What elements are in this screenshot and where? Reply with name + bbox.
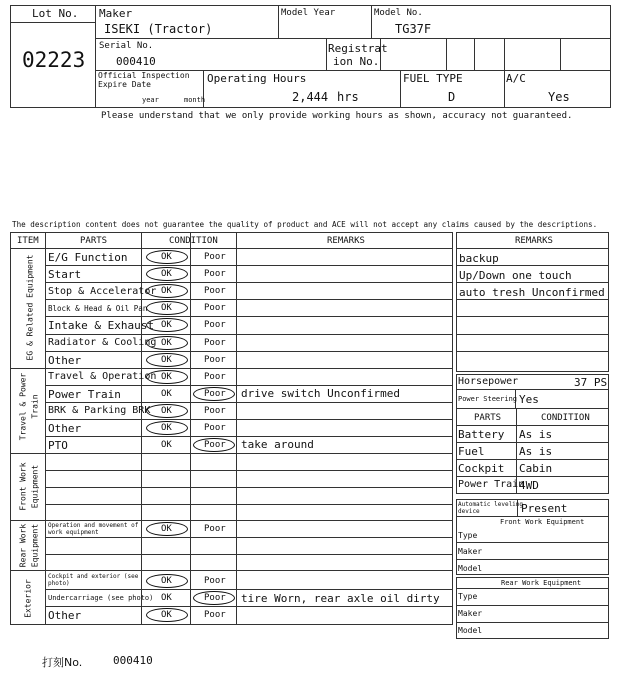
poor-label: Poor — [204, 593, 226, 603]
group-travel-power: Travel & Power — [18, 372, 28, 441]
maker-value: ISEKI (Tractor) — [104, 22, 213, 36]
stamp-value: 000410 — [113, 654, 153, 667]
rear-work-title: Rear Work Equipment — [501, 579, 582, 587]
part-power-train: Power Train — [48, 388, 121, 401]
part-eg-function: E/G Function — [48, 251, 128, 264]
part-eg-other: Other — [48, 354, 82, 367]
poor-label: Poor — [204, 576, 226, 586]
poor-label: Poor — [204, 269, 226, 279]
hours-label: Operating Hours — [207, 72, 307, 85]
cockpit-label: Cockpit — [458, 462, 505, 475]
right-remarks-header: REMARKS — [515, 236, 553, 246]
rear-maker-label: Maker — [458, 609, 483, 618]
remarks-header: REMARKS — [327, 236, 365, 246]
poor-label: Poor — [204, 406, 226, 416]
poor-label: Poor — [204, 320, 226, 330]
group-eg-related: EG & Related Equipment — [25, 254, 35, 361]
lot-label: Lot No. — [32, 7, 79, 20]
poor-label: Poor — [204, 372, 226, 382]
power-train-label: Power Train — [458, 479, 525, 490]
part-start: Start — [48, 268, 82, 281]
front-type-label: Type — [458, 531, 478, 540]
poor-label: Poor — [204, 423, 226, 433]
poor-label: Poor — [204, 440, 226, 450]
auto-leveling-value: Present — [521, 502, 568, 515]
serial-label: Serial No. — [99, 41, 154, 51]
poor-label: Poor — [204, 286, 226, 296]
hours-unit: hrs — [337, 90, 359, 104]
group-front-equipment: Equipment — [30, 464, 40, 509]
group-rear-equipment: Equipment — [30, 523, 40, 568]
right-remark-1: backup — [459, 252, 499, 265]
rear-model-label: Model — [458, 626, 483, 635]
hours-notice: Please understand that we only provide working hours as shown, accuracy not guaranteed. — [101, 111, 573, 121]
ok-label: OK — [161, 576, 172, 586]
poor-label: Poor — [204, 389, 226, 399]
ok-label: OK — [161, 593, 172, 603]
right-parts-header: PARTS — [474, 413, 502, 423]
part-radiator: Radiator & Cooling — [48, 337, 157, 348]
registration-label: Registrat — [328, 42, 388, 55]
poor-label: Poor — [204, 524, 226, 534]
fuel-condition: As is — [519, 445, 553, 458]
front-model-label: Model — [458, 564, 483, 573]
poor-label: Poor — [204, 252, 226, 262]
front-maker-label: Maker — [458, 547, 483, 556]
ok-label: OK — [161, 440, 172, 450]
parts-header: PARTS — [80, 236, 108, 246]
ac-value: Yes — [548, 90, 570, 104]
lot-number: 02223 — [22, 48, 86, 72]
right-remark-2: Up/Down one touch — [459, 269, 572, 282]
rear-type-label: Type — [458, 592, 478, 601]
month-label: month — [184, 96, 206, 104]
inspection-label: Official Inspection — [98, 71, 190, 80]
ok-label: OK — [161, 524, 172, 534]
fuel-type-label: FUEL TYPE — [403, 72, 463, 85]
ok-label: OK — [161, 286, 172, 296]
remark-pto: take around — [241, 438, 314, 451]
part-undercarriage: Undercarriage (see photo) — [48, 594, 154, 602]
fuel-label: Fuel — [458, 445, 485, 458]
remark-undercarriage: tire Worn, rear axle oil dirty — [241, 592, 440, 605]
power-train-condition: 4WD — [519, 479, 539, 492]
group-exterior: Exterior — [23, 579, 33, 618]
condition-header: CONDITION — [169, 236, 218, 246]
ac-label: A/C — [506, 72, 526, 85]
maker-label: Maker — [99, 7, 133, 20]
part-brk-parking: BRK & Parking BRK — [48, 405, 151, 416]
ok-label: OK — [161, 252, 172, 262]
group-front-work: Front Work — [18, 462, 28, 511]
ok-label: OK — [161, 372, 172, 382]
front-work-title: Front Work Equipment — [500, 518, 585, 526]
serial-value: 000410 — [116, 55, 156, 68]
part-pto: PTO — [48, 439, 68, 452]
part-block-head: Block & Head & Oil Pan — [48, 304, 148, 313]
part-exterior-other: Other — [48, 609, 82, 622]
part-cockpit-exterior: Cockpit and exterior (see photo) — [48, 573, 139, 587]
stamp-label: 打刻No. — [42, 656, 83, 669]
model-no-value: TG37F — [395, 22, 432, 36]
right-condition-header: CONDITION — [541, 413, 590, 423]
battery-label: Battery — [458, 428, 505, 441]
ok-label: OK — [161, 423, 172, 433]
ok-label: OK — [161, 320, 172, 330]
poor-label: Poor — [204, 355, 226, 365]
part-travel-other: Other — [48, 422, 82, 435]
poor-label: Poor — [204, 610, 226, 620]
ok-label: OK — [161, 406, 172, 416]
part-rear-operation: Operation and movement of work equipment — [48, 522, 139, 536]
remark-power-train: drive switch Unconfirmed — [241, 387, 400, 400]
right-remark-3: auto tresh Unconfirmed — [459, 286, 605, 299]
item-header: ITEM — [17, 236, 39, 246]
ok-label: OK — [161, 355, 172, 365]
model-year-label: Model Year — [281, 8, 336, 18]
battery-condition: As is — [519, 428, 553, 441]
cockpit-condition: Cabin — [519, 462, 553, 475]
hours-value: 2,444 — [292, 90, 329, 104]
power-steering-value: Yes — [519, 393, 539, 406]
horsepower-label: Horsepower — [458, 376, 519, 387]
model-no-label: Model No. — [374, 8, 423, 18]
ok-label: OK — [161, 303, 172, 313]
ok-label: OK — [161, 338, 172, 348]
part-travel-operation: Travel & Operation — [48, 371, 157, 382]
ok-label: OK — [161, 610, 172, 620]
poor-label: Poor — [204, 303, 226, 313]
group-rear-work: Rear Work — [18, 523, 28, 568]
part-stop-accelerator: Stop & Accelerator — [48, 286, 157, 297]
group-travel-train: Train — [30, 394, 40, 419]
power-steering-label: Power Steering — [458, 395, 518, 403]
auto-leveling-label: Automatic leveling — [458, 501, 524, 508]
poor-label: Poor — [204, 338, 226, 348]
year-label: year — [142, 96, 159, 104]
horsepower-value: 37 PS — [574, 376, 608, 389]
part-intake-exhaust: Intake & Exhaust — [48, 319, 154, 332]
ok-label: OK — [161, 269, 172, 279]
fuel-type-value: D — [448, 90, 456, 104]
disclaimer: The description content does not guarantee the quality of product and ACE will not accept any claims caused by the descriptions. — [12, 220, 598, 229]
ok-label: OK — [161, 389, 172, 399]
